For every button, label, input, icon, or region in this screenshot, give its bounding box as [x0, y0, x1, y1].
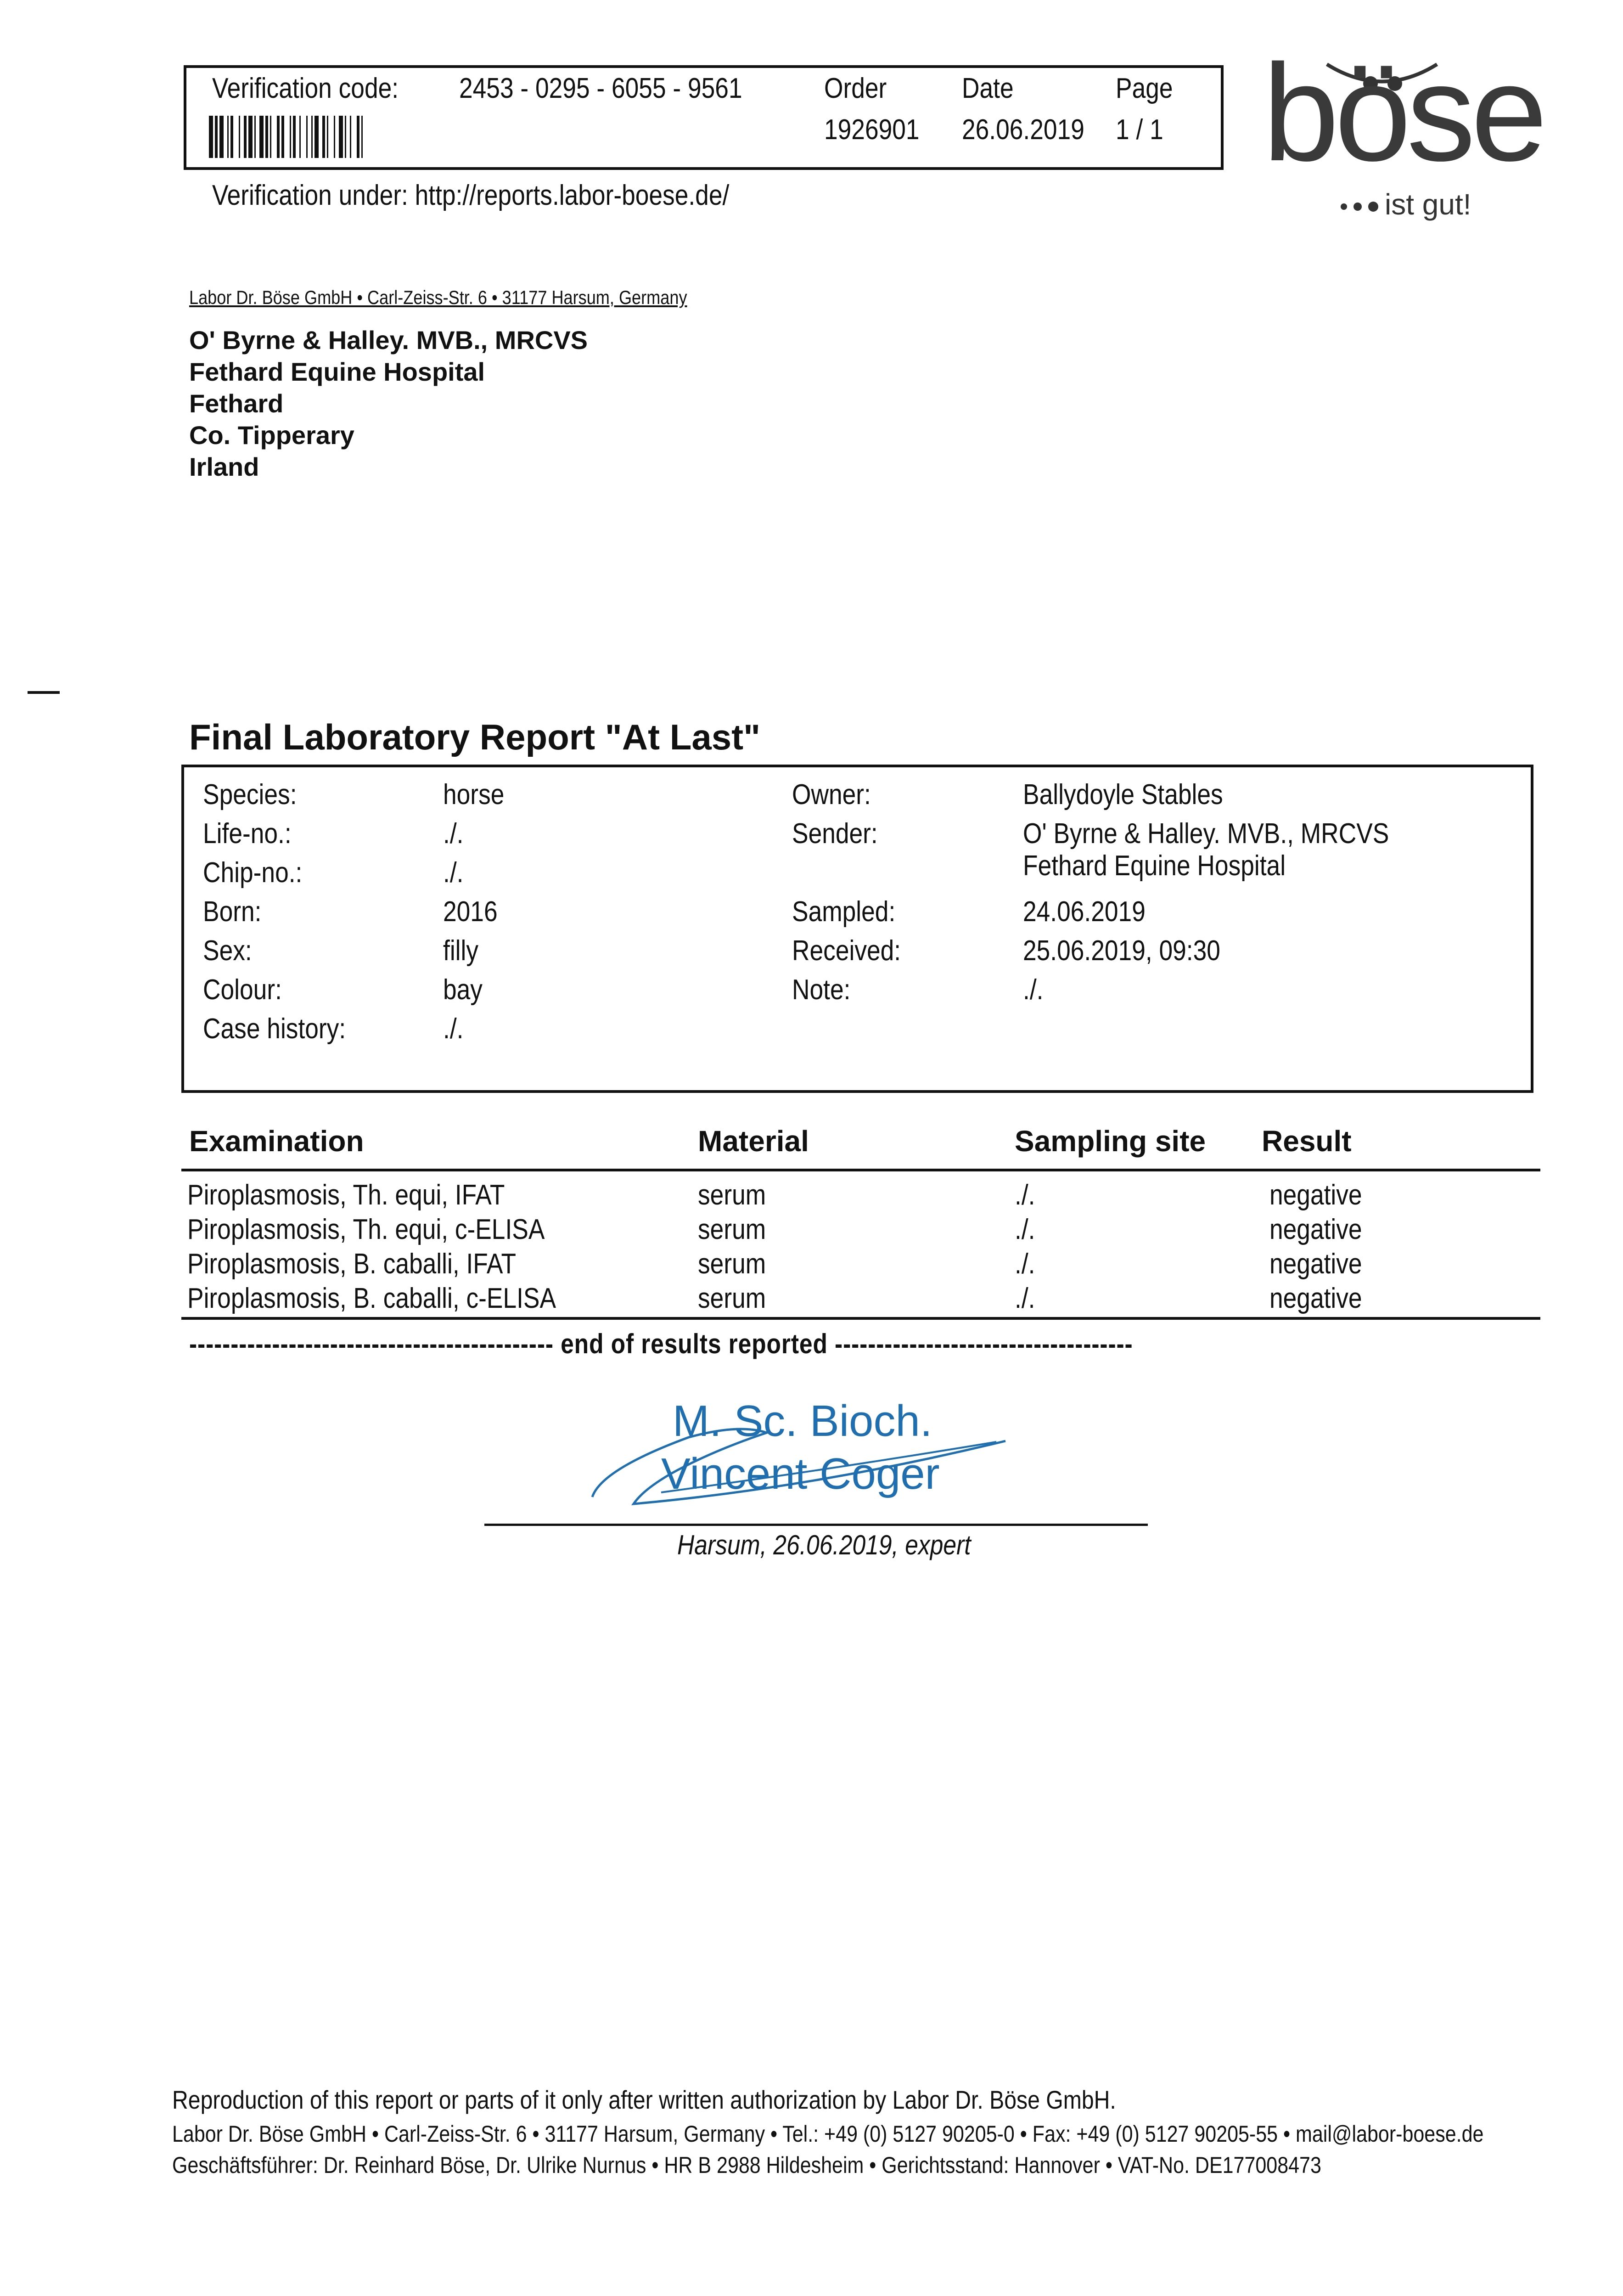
barcode-bar: [319, 116, 322, 158]
recipient-line: Irland: [189, 452, 259, 481]
barcode-bar: [209, 116, 213, 158]
table-cell-result: negative: [1269, 1179, 1362, 1211]
born-label: Born:: [203, 896, 262, 928]
table-cell-sampling-site: ./.: [1015, 1179, 1035, 1211]
column-header-material: Material: [698, 1125, 809, 1158]
company-logo: böse: [1263, 35, 1543, 190]
table-cell-sampling-site: ./.: [1015, 1214, 1035, 1245]
signature-name: Vincent Coger: [661, 1449, 940, 1498]
barcode-bar: [259, 116, 264, 158]
barcode-bar: [308, 116, 311, 158]
note-label: Note:: [792, 974, 851, 1006]
table-cell-sampling-site: ./.: [1015, 1283, 1035, 1314]
chip-no-label: Chip-no.:: [203, 857, 303, 889]
colour-label: Colour:: [203, 974, 282, 1006]
chip-no-value: ./.: [443, 857, 464, 889]
table-cell-result: negative: [1269, 1214, 1362, 1245]
barcode-bar: [224, 116, 227, 158]
barcode-bar: [314, 116, 319, 158]
verification-code-label: Verification code:: [212, 73, 399, 104]
barcode-bar: [351, 116, 357, 158]
table-cell-examination: Piroplasmosis, B. caballi, c-ELISA: [187, 1283, 556, 1314]
signature-title: M. Sc. Bioch.: [673, 1396, 932, 1446]
table-bottom-rule: [181, 1317, 1540, 1320]
verification-code: 2453 - 0295 - 6055 - 9561: [459, 73, 742, 104]
end-of-results-line: -------------------------------------------- end of results reported ------------------------------------: [189, 1328, 1133, 1359]
logo-tagline: [1341, 187, 1471, 221]
barcode-bar: [301, 116, 306, 158]
barcode-bar: [296, 116, 299, 158]
table-cell-examination: Piroplasmosis, Th. equi, c-ELISA: [187, 1214, 545, 1245]
sender-address-line: Labor Dr. Böse GmbH • Carl-Zeiss-Str. 6 • 31177 Harsum, Germany: [189, 287, 687, 308]
sender-label: Sender:: [792, 818, 878, 850]
recipient-line: Fethard Equine Hospital: [189, 357, 485, 386]
page-number: 1 / 1: [1116, 114, 1163, 146]
report-date: 26.06.2019: [962, 114, 1084, 146]
barcode-bar: [271, 116, 277, 158]
barcode-bar: [256, 116, 259, 158]
recipient-line: Fethard: [189, 389, 284, 418]
recipient-line: O' Byrne & Halley. MVB., MRCVS: [189, 326, 588, 355]
sex-label: Sex:: [203, 935, 252, 967]
owner-label: Owner:: [792, 779, 871, 810]
owner-value: Ballydoyle Stables: [1023, 779, 1223, 810]
signature-caption: Harsum, 26.06.2019, expert: [677, 1530, 971, 1560]
sender-value: O' Byrne & Halley. MVB., MRCVS: [1023, 818, 1389, 850]
barcode-bar: [219, 116, 224, 158]
species-value: horse: [443, 779, 505, 810]
report-title: Final Laboratory Report "At Last": [189, 717, 761, 757]
column-header-sampling-site: Sampling site: [1015, 1125, 1206, 1158]
received-value: 25.06.2019, 09:30: [1023, 935, 1220, 967]
footer-address-line: Labor Dr. Böse GmbH • Carl-Zeiss-Str. 6 • 31177 Harsum, Germany • Tel.: +49 (0) 5127 90205-0 • Fax: +49 (0) 5127 90205-55 • mail@labor-boese.de: [172, 2121, 1484, 2147]
table-cell-material: serum: [698, 1214, 766, 1245]
species-label: Species:: [203, 779, 297, 810]
column-header-examination: Examination: [189, 1125, 364, 1158]
logo-tagline-text: ist gut!: [1385, 188, 1471, 221]
patient-info-box: [181, 765, 1533, 1093]
sender-value-line2: Fethard Equine Hospital: [1023, 850, 1286, 882]
barcode-bar: [248, 116, 253, 158]
table-cell-result: negative: [1269, 1248, 1362, 1280]
sex-value: filly: [443, 935, 479, 967]
fold-mark: [28, 691, 60, 694]
barcode: [209, 116, 544, 158]
table-cell-result: negative: [1269, 1283, 1362, 1314]
signature-rule: [484, 1524, 1148, 1526]
table-cell-material: serum: [698, 1179, 766, 1211]
page-label: Page: [1116, 73, 1173, 104]
barcode-bar: [335, 116, 339, 158]
verification-url: Verification under: http://reports.labor-boese.de/: [212, 180, 730, 211]
barcode-bar: [363, 116, 366, 158]
reproduction-notice: Reproduction of this report or parts of it only after written authorization by Labor Dr. Böse GmbH.: [172, 2085, 1116, 2114]
barcode-bar: [233, 116, 239, 158]
table-cell-examination: Piroplasmosis, B. caballi, IFAT: [187, 1248, 517, 1280]
received-label: Received:: [792, 935, 901, 967]
table-cell-material: serum: [698, 1248, 766, 1280]
born-value: 2016: [443, 896, 498, 928]
table-header-rule: [181, 1169, 1540, 1171]
barcode-bar: [346, 116, 350, 158]
barcode-bar: [240, 116, 244, 158]
table-cell-sampling-site: ./.: [1015, 1248, 1035, 1280]
barcode-bar: [339, 116, 343, 158]
table-cell-examination: Piroplasmosis, Th. equi, IFAT: [187, 1179, 505, 1211]
case-history-label: Case history:: [203, 1013, 346, 1045]
order-number: 1926901: [824, 114, 920, 146]
colour-value: bay: [443, 974, 483, 1006]
column-header-result: Result: [1262, 1125, 1352, 1158]
case-history-value: ./.: [443, 1013, 464, 1045]
life-no-value: ./.: [443, 818, 464, 850]
note-value: ./.: [1023, 974, 1044, 1006]
sampled-label: Sampled:: [792, 896, 896, 928]
sampled-value: 24.06.2019: [1023, 896, 1146, 928]
life-no-label: Life-no.:: [203, 818, 292, 850]
recipient-line: Co. Tipperary: [189, 421, 354, 450]
footer-registry-line: Geschäftsführer: Dr. Reinhard Böse, Dr. Ulrike Nurnus • HR B 2988 Hildesheim • Gerichtsstand: Hannover • VAT-No. DE177008473: [172, 2152, 1321, 2178]
barcode-bar: [328, 116, 334, 158]
order-label: Order: [824, 73, 887, 104]
date-label: Date: [962, 73, 1014, 104]
barcode-bar: [284, 116, 290, 158]
table-cell-material: serum: [698, 1283, 766, 1314]
